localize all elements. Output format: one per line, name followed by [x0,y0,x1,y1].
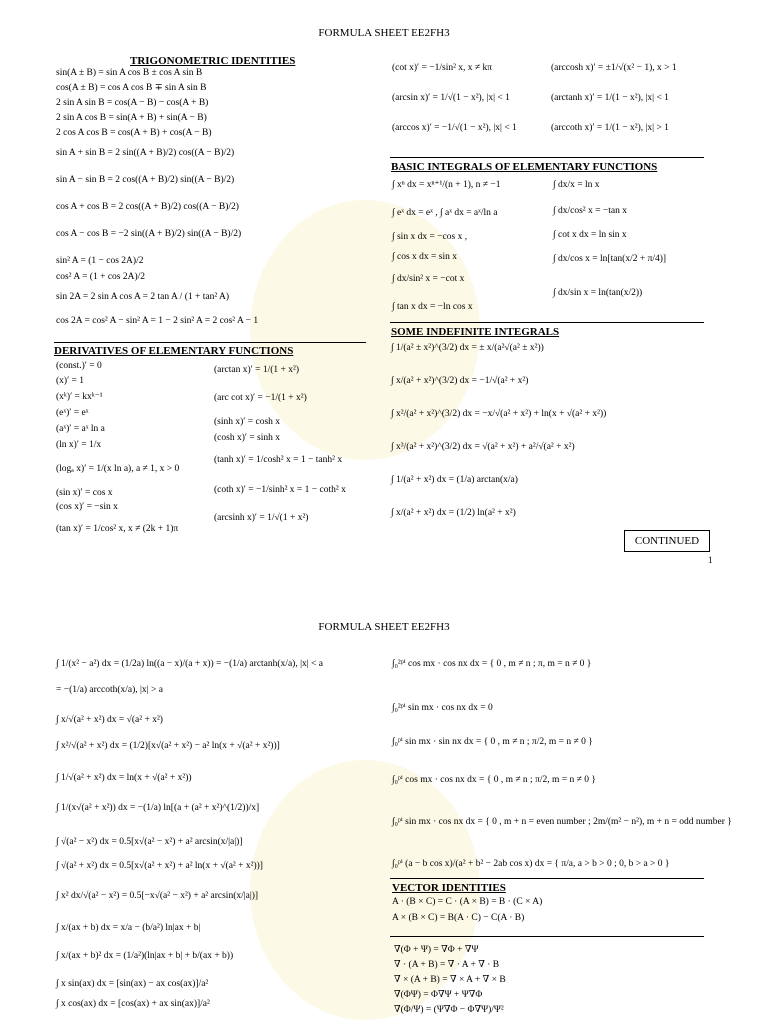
section-rule [390,322,704,323]
vector-identity: ∇ · (A + B) = ∇ · A + ∇ · B [394,960,500,970]
derivatives-section [54,346,374,360]
derivative-formula: (arccos x)′ = −1/√(1 − x²), |x| < 1 [392,123,517,133]
integral-formula: ∫₀ᵖⁱ (a − b cos x)/(a² + b² − 2ab cos x) dx = { π/a, a > b > 0 ; 0, b > a > 0 } [392,859,670,869]
derivatives-left [56,362,216,541]
trig-section [56,56,376,331]
derivative-formula: (cot x)′ = −1/sin² x, x ≠ kπ [392,63,493,73]
integral-formula: ∫ x sin(ax) dx = [sin(ax) − ax cos(ax)]/a² [56,979,209,989]
integral-formula: ∫ dx/sin² x = −cot x [392,274,465,284]
trig-formula: cos A − cos B = −2 sin((A + B)/2) sin((A − B)/2) [56,229,242,239]
derivative-formula: (const.)′ = 0 [56,361,102,371]
integral-formula: ∫ 1/(x² − a²) dx = (1/2a) ln((a − x)/(a + x)) = −(1/a) arctanh(x/a), |x| < a [56,659,323,669]
integral-formula: ∫ x²/(a² + x²)^(3/2) dx = −x/√(a² + x²) + ln(x + √(a² + x²)) [391,409,607,419]
vector-identity: ∇(ΦΨ) = Φ∇Ψ + Ψ∇Φ [394,990,483,1000]
integral-formula: ∫ x² dx/√(a² − x²) = 0.5[−x√(a² − x²) + a² arcsin(x/|a|)] [56,891,259,901]
integral-formula: ∫ x/(a² + x²) dx = (1/2) ln(a² + x²) [391,508,516,518]
integral-formula: ∫ √(a² + x²) dx = 0.5[x√(a² + x²) + a² ln(x + √(a² + x²))] [56,861,263,871]
page-number: 1 [708,555,713,565]
section-rule [54,342,366,343]
top-right-derivatives-b [551,64,711,144]
integral-formula: ∫ dx/cos² x = −tan x [553,206,627,216]
derivative-formula: (aˣ)′ = aˣ ln a [56,424,105,434]
basic-integrals-right [553,181,713,309]
integral-formula: ∫₀²ᵖⁱ sin mx · cos nx dx = 0 [392,703,493,713]
trig-formula: cos(A ± B) = cos A cos B ∓ sin A sin B [56,83,207,93]
top-right-derivatives-a [392,64,552,144]
trig-formula: 2 cos A cos B = cos(A + B) + cos(A − B) [56,128,212,138]
trig-formula: cos 2A = cos² A − sin² A = 1 − 2 sin² A = 2 cos² A − 1 [56,316,259,326]
vector-identity: ∇(Φ + Ψ) = ∇Φ + ∇Ψ [394,945,479,955]
integral-formula: ∫ dx/cos x = ln[tan(x/2 + π/4)] [553,254,667,264]
basic-integrals-section [391,162,711,173]
derivative-formula: (arcsinh x)′ = 1/√(1 + x²) [214,513,309,523]
derivative-formula: (arctanh x)′ = 1/(1 − x²), |x| < 1 [551,93,669,103]
integral-formula: ∫ dx/sin x = ln(tan(x/2)) [553,288,643,298]
integral-formula: ∫ cot x dx = ln sin x [553,230,627,240]
derivatives-right [214,366,374,530]
derivative-formula: (cos x)′ = −sin x [56,502,118,512]
integral-formula: ∫₀ᵖⁱ sin mx · sin nx dx = { 0 , m ≠ n ; π/2, m = n ≠ 0 } [392,737,593,747]
integral-formula: ∫ sin x dx = −cos x , [392,232,468,242]
derivative-formula: (eˣ)′ = eˣ [56,408,89,418]
integral-formula: ∫ x²/√(a² + x²) dx = (1/2)[x√(a² + x²) − a² ln(x + √(a² + x²))] [56,741,280,751]
integral-formula: ∫ √(a² − x²) dx = 0.5[x√(a² − x²) + a² arcsin(x/|a|)] [56,837,243,847]
integral-formula: ∫ x/(ax + b) dx = x/a − (b/a²) ln|ax + b| [56,923,201,933]
page-title: FORMULA SHEET EE2FH3 [318,27,450,39]
integral-formula: ∫₀ᵖⁱ cos mx · cos nx dx = { 0 , m ≠ n ; π/2, m = n ≠ 0 } [392,775,596,785]
derivative-formula: (tanh x)′ = 1/cosh² x = 1 − tanh² x [214,455,343,465]
integral-formula: ∫₀ᵖⁱ sin mx · cos nx dx = { 0 , m + n = even number ; 2m/(m² − n²), m + n = odd number } [392,817,732,827]
derivative-formula: (arccosh x)′ = ±1/√(x² − 1), x > 1 [551,63,677,73]
derivative-formula: (arccoth x)′ = 1/(1 − x²), |x| > 1 [551,123,669,133]
page2-left-integrals [56,660,386,1014]
derivative-formula: (logₐ x)′ = 1/(x ln a), a ≠ 1, x > 0 [56,464,180,474]
indefinite-integrals-section [391,327,711,529]
indefinite-integrals-title: SOME INDEFINITE INTEGRALS [391,326,560,338]
integral-formula: ∫ tan x dx = −ln cos x [392,302,473,312]
vector-identities-section [392,883,712,928]
derivative-formula: (coth x)′ = −1/sinh² x = 1 − coth² x [214,485,346,495]
vector-identities-title: VECTOR IDENTITIES [392,882,506,894]
integral-formula: ∫ xⁿ dx = xⁿ⁺¹/(n + 1), n ≠ −1 [392,180,501,190]
derivative-formula: (arc cot x)′ = −1/(1 + x²) [214,393,307,403]
integral-formula: ∫ dx/x = ln x [553,180,600,190]
basic-integrals-title: BASIC INTEGRALS OF ELEMENTARY FUNCTIONS [391,161,658,173]
integral-formula: ∫ x cos(ax) dx = [cos(ax) + ax sin(ax)]/a² [56,999,210,1009]
integral-formula: ∫ x/(a² + x²)^(3/2) dx = −1/√(a² + x²) [391,376,529,386]
integral-formula: ∫ x/(ax + b)² dx = (1/a²)(ln|ax + b| + b/(ax + b)) [56,951,234,961]
integral-formula: ∫ x/√(a² + x²) dx = √(a² + x²) [56,715,163,725]
integral-formula: ∫ 1/(a² ± x²)^(3/2) dx = ± x/(a²√(a² ± x²)) [391,343,544,353]
integral-formula: ∫ x³/(a² + x²)^(3/2) dx = √(a² + x²) + a²/√(a² + x²) [391,442,575,452]
page2-right-integrals [392,652,732,884]
trig-formula: cos A + cos B = 2 cos((A + B)/2) cos((A − B)/2) [56,202,239,212]
integral-formula: ∫ eˣ dx = eˣ , ∫ aˣ dx = aˣ/ln a [392,208,498,218]
derivative-formula: (tan x)′ = 1/cos² x, x ≠ (2k + 1)π [56,524,179,534]
vector-identity: A × (B × C) = B(A · C) − C(A · B) [392,913,525,923]
derivative-formula: (x)′ = 1 [56,376,85,386]
trig-formula: sin A − sin B = 2 cos((A + B)/2) sin((A − B)/2) [56,175,235,185]
vector-identity: ∇(Φ/Ψ) = (Ψ∇Φ − Φ∇Ψ)/Ψ² [394,1005,504,1015]
integral-formula: ∫ 1/(a² + x²) dx = (1/a) arctan(x/a) [391,475,518,485]
trig-formula: 2 sin A sin B = cos(A − B) − cos(A + B) [56,98,209,108]
integral-formula: ∫ 1/√(a² + x²) dx = ln(x + √(a² + x²)) [56,773,192,783]
derivative-formula: (arctan x)′ = 1/(1 + x²) [214,365,300,375]
trig-formula: cos² A = (1 + cos 2A)/2 [56,272,146,282]
section-rule [390,936,704,937]
derivative-formula: (sinh x)′ = cosh x [214,417,281,427]
derivative-formula: (arcsin x)′ = 1/√(1 − x²), |x| < 1 [392,93,510,103]
section-rule [390,878,704,879]
integral-formula: ∫₀²ᵖⁱ cos mx · cos nx dx = { 0 , m ≠ n ; π, m = n ≠ 0 } [392,659,592,669]
trig-formula: sin² A = (1 − cos 2A)/2 [56,256,144,266]
trig-formula: sin(A ± B) = sin A cos B ± cos A sin B [56,68,203,78]
trig-formula: sin A + sin B = 2 sin((A + B)/2) cos((A − B)/2) [56,148,235,158]
derivative-formula: (sin x)′ = cos x [56,488,113,498]
integral-formula: ∫ 1/(x√(a² + x²)) dx = −(1/a) ln[(a + (a² + x²)^(1/2))/x] [56,803,260,813]
vector-identity: A · (B × C) = C · (A × B) = B · (C × A) [392,897,543,907]
continued-box: CONTINUED [624,530,710,552]
basic-integrals-left [392,181,552,317]
derivatives-title: DERIVATIVES OF ELEMENTARY FUNCTIONS [54,345,294,357]
trig-formula: 2 sin A cos B = sin(A + B) + sin(A − B) [56,113,207,123]
trig-title: TRIGONOMETRIC IDENTITIES [130,55,296,67]
integral-formula: ∫ cos x dx = sin x [392,252,457,262]
nabla-identities [394,946,714,1018]
derivative-formula: (xᵏ)′ = kxᵏ⁻¹ [56,392,103,402]
section-rule [390,157,704,158]
vector-identity: ∇ × (A + B) = ∇ × A + ∇ × B [394,975,506,985]
integral-formula: = −(1/a) arccoth(x/a), |x| > a [56,685,163,695]
trig-formula: sin 2A = 2 sin A cos A = 2 tan A / (1 + tan² A) [56,292,230,302]
derivative-formula: (ln x)′ = 1/x [56,440,102,450]
page-title: FORMULA SHEET EE2FH3 [318,621,450,633]
derivative-formula: (cosh x)′ = sinh x [214,433,281,443]
